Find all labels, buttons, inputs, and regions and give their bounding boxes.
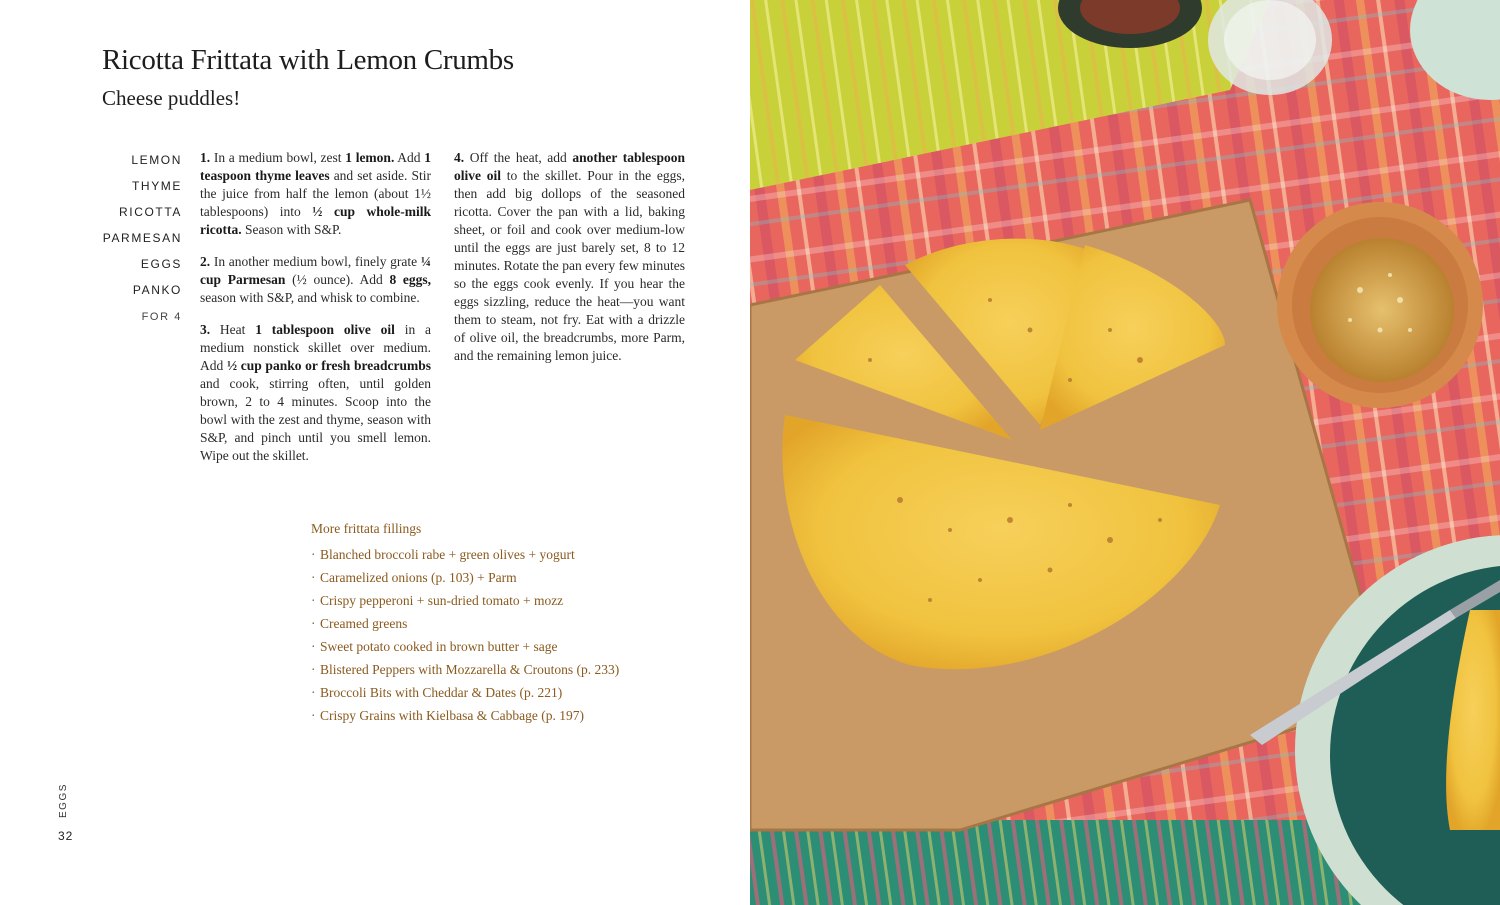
bullet-icon: · bbox=[311, 593, 316, 608]
filling-text: Blanched broccoli rabe + green olives + yogurt bbox=[320, 547, 575, 562]
step-text: in a medium nonstick skillet over medium. Add bbox=[200, 322, 431, 373]
recipe-title: Ricotta Frittata with Lemon Crumbs bbox=[102, 44, 514, 76]
filling-item bbox=[311, 566, 619, 589]
ingredient-emphasis: ½ cup whole-milk ricotta. bbox=[200, 204, 431, 237]
ingredient-item: RICOTTA bbox=[119, 205, 182, 219]
step-number: 4. bbox=[454, 150, 465, 165]
step-number: 1. bbox=[200, 150, 211, 165]
ingredient-item: PARMESAN bbox=[102, 231, 182, 245]
method-step bbox=[200, 149, 431, 239]
recipe-subtitle: Cheese puddles! bbox=[102, 86, 241, 110]
filling-item bbox=[311, 543, 619, 566]
frittata-photo bbox=[750, 0, 1500, 905]
serving-size: FOR 4 bbox=[141, 311, 182, 323]
step-text: to the skillet. Pour in the eggs, then add big dollops of the seasoned ricotta. Cover the pan with a lid, baking sheet, or foil and cook over medium-low until the eggs are just barely set, 8 to 12 minutes. Rotate the pan every few minutes so the eggs cook evenly. If you hear the eggs sizzling, reduce the heat—you want them to steam, not fry. Eat with a drizzle of olive oil, the breadcrumbs, more Parm, and the remaining lemon juice. bbox=[454, 168, 685, 363]
bullet-icon: · bbox=[311, 616, 316, 631]
method-step bbox=[454, 149, 685, 365]
ingredient-emphasis: 1 tablespoon olive oil bbox=[255, 322, 395, 337]
ingredient-list bbox=[103, 151, 182, 323]
step-text: In another medium bowl, finely grate bbox=[210, 254, 421, 269]
step-text: and set aside. Stir the juice from half the lemon (about 1½ tablespoons) into bbox=[200, 168, 431, 219]
step-number: 3. bbox=[200, 322, 211, 337]
bullet-icon: · bbox=[311, 662, 316, 677]
page-number: 32 bbox=[58, 829, 74, 843]
ingredient-item: EGGS bbox=[140, 257, 182, 271]
step-text: and cook, stirring often, until golden brown, 2 to 4 minutes. Scoop into the bowl with the zest and thyme, season with S&P, and pinch until you smell lemon. Wipe out the skillet. bbox=[200, 376, 431, 463]
method-step bbox=[200, 253, 431, 307]
step-text: Season with S&P. bbox=[241, 222, 342, 237]
step-text: season with S&P, and whisk to combine. bbox=[200, 290, 420, 305]
step-text: In a medium bowl, zest bbox=[210, 150, 346, 165]
ingredient-emphasis: 1 teaspoon thyme leaves bbox=[200, 150, 431, 183]
filling-item bbox=[311, 658, 619, 681]
filling-text: Crispy Grains with Kielbasa & Cabbage (p. 197) bbox=[320, 708, 584, 723]
filling-item bbox=[311, 635, 619, 658]
bullet-icon: · bbox=[311, 570, 316, 585]
bullet-icon: · bbox=[311, 639, 316, 654]
step-text: Heat bbox=[210, 322, 256, 337]
method-column-right bbox=[454, 149, 685, 379]
ingredient-emphasis: ¼ cup Parmesan bbox=[200, 254, 431, 287]
bullet-icon: · bbox=[311, 708, 316, 723]
method-column-left bbox=[200, 149, 431, 479]
ingredient-emphasis: 8 eggs, bbox=[389, 272, 431, 287]
filling-item bbox=[311, 681, 619, 704]
fillings-list bbox=[311, 543, 619, 727]
fillings-sidebar bbox=[311, 521, 619, 727]
ingredient-item: PANKO bbox=[132, 283, 182, 297]
ingredient-emphasis: 1 lemon. bbox=[345, 150, 395, 165]
step-text: Add bbox=[394, 150, 425, 165]
ingredient-emphasis: another tablespoon olive oil bbox=[454, 150, 685, 183]
bullet-icon: · bbox=[311, 685, 316, 700]
step-text: (½ ounce). Add bbox=[285, 272, 390, 287]
filling-text: Crispy pepperoni + sun-dried tomato + mozz bbox=[320, 593, 564, 608]
photo-page bbox=[750, 0, 1500, 905]
filling-text: Caramelized onions (p. 103) + Parm bbox=[320, 570, 517, 585]
ingredient-emphasis: ½ cup panko or fresh breadcrumbs bbox=[226, 358, 431, 373]
ingredient-item: LEMON bbox=[131, 153, 182, 167]
filling-item bbox=[311, 704, 619, 727]
filling-text: Blistered Peppers with Mozzarella & Croutons (p. 233) bbox=[320, 662, 620, 677]
filling-text: Broccoli Bits with Cheddar & Dates (p. 221) bbox=[320, 685, 563, 700]
filling-item bbox=[311, 589, 619, 612]
method-step bbox=[200, 321, 431, 465]
bullet-icon: · bbox=[311, 547, 316, 562]
running-header bbox=[58, 783, 72, 820]
section-label: EGGS bbox=[58, 783, 69, 818]
filling-text: Creamed greens bbox=[320, 616, 408, 631]
fillings-title: More frittata fillings bbox=[311, 521, 422, 536]
filling-text: Sweet potato cooked in brown butter + sage bbox=[320, 639, 558, 654]
step-text: Off the heat, add bbox=[464, 150, 573, 165]
step-number: 2. bbox=[200, 254, 211, 269]
filling-item bbox=[311, 612, 619, 635]
ingredient-item: THYME bbox=[132, 179, 182, 193]
